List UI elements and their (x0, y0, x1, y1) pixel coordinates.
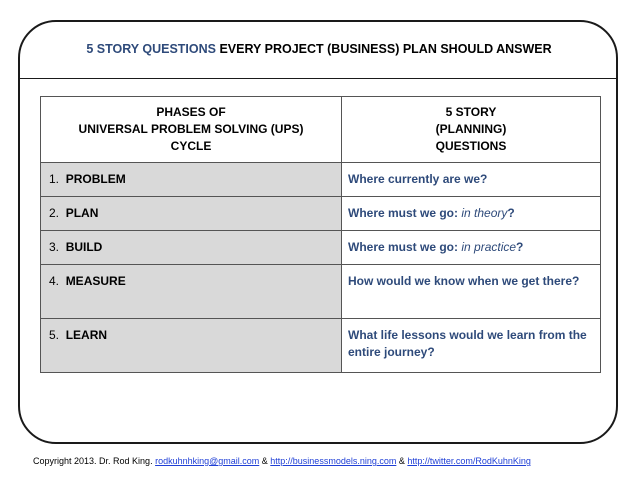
footer-separator: & (259, 456, 271, 466)
phase-label: BUILD (65, 240, 103, 254)
question-cell (342, 231, 601, 265)
header-questions (342, 97, 601, 163)
phase-cell (41, 163, 342, 197)
question-end: ? (507, 206, 515, 220)
table-row (41, 319, 601, 373)
phase-cell (41, 265, 342, 319)
question-italic: in practice (461, 240, 517, 254)
copyright-text: Copyright 2013. Dr. Rod King. (33, 456, 156, 466)
ups-questions-table (40, 96, 601, 373)
phase-number: 4. (49, 274, 60, 288)
businessmodels-link[interactable]: http://businessmodels.ning.com (270, 456, 397, 466)
table-row (41, 197, 601, 231)
table-header-row (41, 97, 601, 163)
phase-number: 3. (49, 240, 60, 254)
phase-number: 2. (49, 206, 60, 220)
twitter-link[interactable]: http://twitter.com/RodKuhnKing (407, 456, 531, 466)
phase-number: 5. (49, 328, 60, 342)
question-italic: in theory (461, 206, 508, 220)
question-text: Where must we go: (348, 240, 462, 254)
page-title (20, 42, 618, 56)
header-phases (41, 97, 342, 163)
table-row (41, 163, 601, 197)
question-cell (342, 163, 601, 197)
question-cell (342, 265, 601, 319)
title-accent: 5 STORY QUESTIONS (86, 42, 216, 56)
phase-label: LEARN (65, 328, 108, 342)
table-row (41, 231, 601, 265)
title-divider (20, 78, 618, 79)
header-questions-line: 5 STORY (445, 105, 497, 119)
table-row (41, 265, 601, 319)
question-text: Where must we go: (348, 206, 462, 220)
phase-number: 1. (49, 172, 60, 186)
header-questions-line: (PLANNING) (435, 122, 507, 136)
question-text: How would we know when we get there? (348, 274, 580, 288)
phase-cell (41, 231, 342, 265)
footer-separator: & (396, 456, 408, 466)
phase-label: MEASURE (65, 274, 126, 288)
title-rest: EVERY PROJECT (BUSINESS) PLAN SHOULD ANSWER (215, 42, 552, 56)
question-text: What life lessons would we learn from the entire journey? (348, 328, 587, 359)
phase-label: PROBLEM (65, 172, 126, 186)
phase-cell (41, 319, 342, 373)
copyright-footer (33, 456, 531, 466)
header-phases-line: UNIVERSAL PROBLEM SOLVING (UPS) (78, 122, 304, 136)
header-phases-line: CYCLE (170, 139, 212, 153)
email-link[interactable]: rodkuhnhking@gmail.com (155, 456, 260, 466)
question-cell (342, 319, 601, 373)
phase-cell (41, 197, 342, 231)
phase-label: PLAN (65, 206, 99, 220)
question-cell (342, 197, 601, 231)
header-phases-line: PHASES OF (156, 105, 226, 119)
header-questions-line: QUESTIONS (435, 139, 507, 153)
question-text: Where currently are we? (348, 172, 488, 186)
question-end: ? (516, 240, 524, 254)
